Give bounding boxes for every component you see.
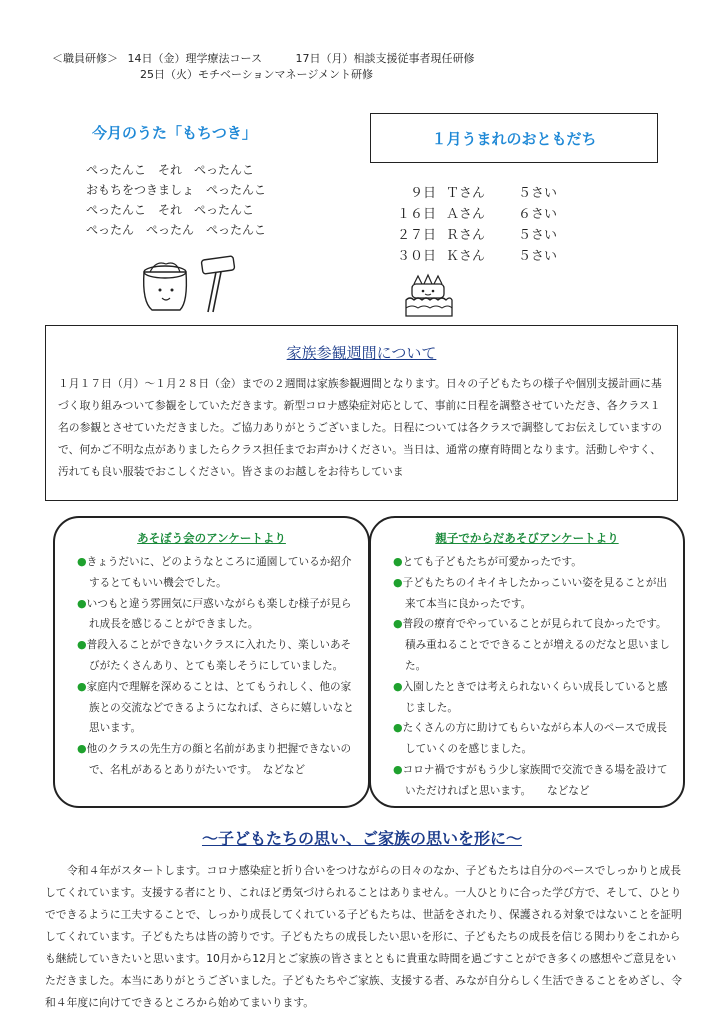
birthday-list [392,183,592,267]
survey-comment: 普段の療育でやっていることが見られて良かったです。積み重ねることでできることが増えるのだなと思いました。 [402,618,670,672]
survey-comment: 入園したときでは考えられないくらい成長していると感じました。 [402,680,668,714]
birthday-name: Ｔさん [446,186,486,201]
song-lyrics [86,160,356,240]
birthday-age: ５さい [518,249,558,264]
survey-comment: コロナ禍ですがもう少し家族間で交流できる場を設けていただければと思います。 などなど [402,763,668,797]
list-item [393,573,675,615]
survey-comment: 子どもたちのイキイキしたかっこいい姿を見ることが出来て本当に良かったです。 [402,576,668,610]
survey-title: 親子でからだあそびアンケートより [435,531,619,545]
list-item [77,739,360,781]
list-item [393,718,675,760]
birthday-day: ２７日 [396,228,436,243]
closing-title: ～子どもたちの思い、ご家族の思いを形に～ [201,829,522,848]
list-item [77,677,360,739]
bullet-icon: ● [77,555,87,568]
bullet-icon: ● [77,596,87,610]
survey-panel-play-day [53,516,370,808]
birthday-cake-icon [402,272,454,322]
family-week-title: 家族参観週間について [286,344,437,362]
list-item [77,635,360,677]
bullet-icon: ● [393,617,403,631]
list-item [77,552,360,594]
closing-body: 令和４年がスタートします。コロナ感染症と折り合いをつけながらの日々のなか、子どもたちは自分のペースでしっかりと成長してくれています。支援する者にとり、これほど勇気づけられることはありません。一人ひとりに合った学び方で、そして、ひとりでできるように工夫することで、しっかり成長してくれている子どもたちは、世話をされたり、保護される対象ではないことを証明してくれています。子どもたちは皆の誇りです。子どもたちの成長したい思いを形に、子どもたちの成長を信じる関わりをこれからも継続していきたいと思います。10月から12月とご家族の皆さまとともに貴重な時間を過ごすことができ多くの感想やご意見をいただきました。本当にありがとうございました。子どもたちやご家族、支援する者、みなが自分らしく生活できることをめざし、令和４年度に向けてできるところから始めてまいります。 [45,864,683,1009]
survey-comment: とても子どもたちが可愛かったです。 [402,556,582,568]
song-line: ぺったんこ それ ぺったんこ [86,203,255,217]
list-item [393,614,675,676]
birthday-name: Ａさん [446,207,486,222]
birthday-day: １６日 [396,207,436,222]
list-item [392,246,592,267]
training-label: ＜職員研修＞ [52,52,118,65]
bullet-icon: ● [393,555,403,568]
family-week-body: １月１７日（月）～１月２８日（金）までの２週間は家族参観週間となります。日々の子どもたちの様子や個別支援計画に基づく取り組みついて参観をしていただきます。新型コロナ感染症対応として、事前に日程を調整させていただき、各クラス１名の参観とさせていただきました。ご協力ありがとうございました。日程については各クラスで調整してお伝えしていますので、何かご不明な点がありましたらクラス担任までお声かけください。当日は、通常の療育時間となります。活動しやすく、汚れても良い服装でおこしください。皆さまのお越しをお待ちしていま [58,377,663,478]
birthday-age: ６さい [518,207,558,222]
training-item-2: 17日（月）相談支援従事者現任研修 [295,52,475,65]
bullet-icon: ● [77,679,87,693]
survey-comment: いつもと違う雰囲気に戸惑いながらも楽しむ様子が見られ成長を感じることができました。 [86,597,352,631]
survey-comment: たくさんの方に助けてもらいながら本人のペースで成長していくのを感じました。 [402,722,667,756]
song-line: ぺったんこ それ ぺったんこ [86,163,255,177]
bullet-icon: ● [393,721,403,735]
list-item [77,594,360,636]
bullet-icon: ● [393,575,403,589]
list-item [393,760,675,802]
survey-comment: 普段入ることができないクラスに入れたり、楽しいあそびがたくさんあり、とても楽しそうにしていました。 [86,639,352,672]
list-item [392,204,592,225]
song-line: おもちをつきましょ ぺったんこ [86,183,267,197]
staff-training [52,52,612,82]
survey-comment: 他のクラスの先生方の顔と名前があまり把握できないので、名札があるとありがたいです。 などなど [86,743,352,776]
list-item [392,225,592,246]
list-item [393,552,675,573]
list-item [392,183,592,204]
song-title: 今月のうた「もちつき」 [92,124,257,142]
birthday-title: １月うまれのおともだち [431,130,597,148]
survey-comment: きょうだいに、どのようなところに通園しているか紹介するとてもいい機会でした。 [86,556,352,589]
birthday-name: Ｋさん [446,249,486,264]
training-item-1: 14日（金）理学療法コース [127,52,262,65]
survey-panel-parent-child [369,516,685,808]
bullet-icon: ● [393,679,403,693]
birthday-age: ５さい [518,186,558,201]
bullet-icon: ● [77,638,87,652]
song-line: ぺったん ぺったん ぺったんこ [86,223,267,237]
birthday-name: Ｒさん [446,228,486,243]
list-item [393,677,675,719]
birthday-age: ５さい [518,228,558,243]
survey-title: あそぼう会のアンケートより [137,531,286,545]
bullet-icon: ● [393,762,403,776]
birthday-day: ３０日 [396,249,436,264]
birthday-day: ９日 [409,186,436,201]
training-item-3: 25日（火）モチベーションマネージメント研修 [140,68,374,81]
survey-comment: 家庭内で理解を深めることは、とてもうれしく、他の家族との交流などできるようになれば、さらに嬉しいなと思います。 [86,680,354,735]
mochi-pounding-icon [136,252,248,316]
bullet-icon: ● [77,742,87,756]
